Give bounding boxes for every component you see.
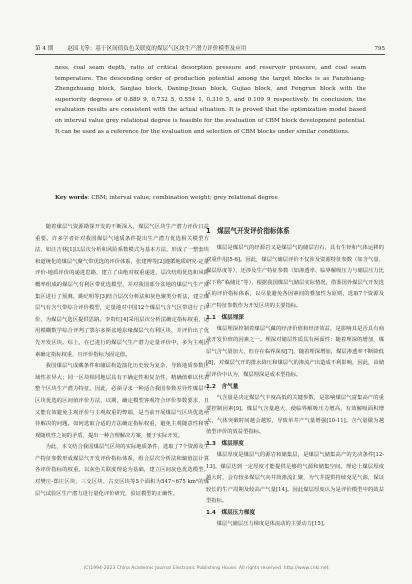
intro-paragraph-1: 随着煤层气资源勘探开发的不断深入，煤层气区块生产潜力评价日益重要。许多学者针对我国煤层气地质条件提出生产潜力优选相关模型方法，如汪吉林[1]以层次分析和风险系数模式为基本方法，形成了一整套块和道统化的煤层气聚气带优选的评价体系，张建博等[2]遵循地质研究-定量评价-地质评价的递进思路，建立了由绝对权重递进、层次结构优选和风险概率组成的煤层气有利区带优选模型，并对我国部分盆地的煤层气生产富集区进行了预测。姚纪明等[3]结合层次分析法和灰色聚类分析法，建立煤层气有含气带综合评价模型，定量地对中国12个煤层气含气区带进行了评价，为煤层气选区提供思路。李贵红[4]采用层次分析法确定指标权重，运用模糊数学综合评判了鄂尔多斯盆地东缘煤层气有利区块，并评价出了优先开发区块。综上，在已进行的煤层气生产潜力定量评价中，多为主观因素确定指标权重，且评价指标为固定值。 — [35, 224, 209, 358]
subsection-1-4-paragraph: 煤层气储层压力梯度是体流动的主要动力[15]。 — [216, 520, 329, 527]
subsection-1-4-title: 1.4 煤层压力梯度 — [206, 509, 256, 516]
subsection-1-2-title: 1.2 含气量 — [206, 383, 239, 390]
subsection-1-2-paragraph: 气含量是决定煤层气丰度高低的关键参数，是影响煤层气富集高产的重要控制因素[9]。煤层气含量越大，使临界解吸压力增高，有效解吸面积增大，气体突破时间越会越短，导致单井产气量增强[10-11]。含气量做为越值型评价的效益型指标。 — [206, 394, 384, 436]
intro-paragraph-3: 为此，本文结合我国煤层气区块的实际地质条件，选取了7个资源及生产特征参数形成煤层气开发评价指标体系，组合层次分析法和熵值法计算各评价指标的权重，以灰色关联度理论为基础，建立区间灰色优选模型。对樊庄-郑庄区块、三交区块、古交区块等5个面积为547~675 km²的煤层气试验区生产潜力进行量化评价研究，验证模型的正确性。 — [35, 444, 209, 497]
copyright-footer: (C)1994-2023 China Academic Journal Electronic Publishing House. All rights reserved. http://www.cnki.net — [83, 566, 329, 571]
page-number: 795 — [374, 46, 385, 52]
english-abstract-continued: ness, coal seam depth, ratio of critical desorption pressure and reservoir pressure, and coal seam temperature. The descending order of production potential among the target blocks is as Fanzhuang-Zhengzhuang block, Sanjiao block, Daning-Jixian block, Gujiao block, and Fengrun block with the superiority degrees of 0.889 9, 0.732 5, 0.554 1, 0.310 5, and 0.109 9 respectively. In conclusion, the evaluation results are consistent with the actual situation. It is proved that the optimization model based on interval value grey relational degree is feasible for the evaluation of CBM block development potential. It can be used as a reference for the evaluation and selection of CBM blocks under similar conditions. — [55, 65, 366, 135]
section-1-title: 1 煤层气开发评价指标体系 — [206, 227, 290, 235]
subsection-1-3-paragraph: 煤层厚度是煤层气的源岩和储集层，是煤层气储集高产的先决条件[12-13]。煤层达到一定厚度才能提供足够的气源和储集空间。理论上煤层厚度越大时，会有较多煤层气向井筒渗流汇聚，为气井提供持续充足气源，保证较长的生产周期及较高产气量[14]。因此煤层厚度认为是评价模型中的效益型指标。 — [206, 451, 384, 505]
subsection-1-3-title: 1.3 煤层厚度 — [206, 440, 244, 447]
page-header — [35, 43, 385, 55]
right-column — [206, 222, 384, 530]
keywords-colon: : — [87, 195, 92, 201]
running-title: 赵国飞等：基于区间值负色关联度的煤层气区块生产潜力评价模型及应用 — [67, 46, 247, 52]
intro-paragraph-2: 我国煤层气成藏条件和储层构造演化历史较为复杂，导致地质参数区域性差异大；同一区块相同地层具有不确定性和复杂性，精确值难以代表整个区块生产潜力特征。因此，必须寻求一种适合我国参数差异性煤层气区块优选的区间值评价方法，以期，确定模型客观符合评价参数要求，且又能有效避免主观评价与主观权重的弊端，是当前开展煤层气区块优选亟待解决的问题。如何选取合适的方法确定指标权重，避免主观随意性和客观随机性之间的矛盾，提出一种合理解决方案，便于实际开发。 — [35, 363, 209, 439]
keywords-line — [55, 193, 366, 203]
section-1-paragraph: 煤层是煤层气的经源岩又是煤层气的储层岩石，具有生烃和气体运移的双重作用[5-6]。因此，煤层气储层评价不仅涉及资源特征参数（如含气量、煤层厚度等），还涉及生产特征参数（如渗透率、临界解吸压力与储层压力比以下称“临储比”等），根据我国煤层气储层实际情况，借鉴国外煤层气开发选区的评价指标体系，以尽量避免各因素间的叠加性为原则，选取7个资源及生产特征参数作为开发区块的主要指标。 — [206, 245, 384, 309]
subsection-1-1-paragraph: 煤层埋深控制着煤层气藏的经济价值和经济效益，是影响其是否具有商业开发价值的因素之一。埋深对储层性质具有两面性：随着埋深的增加，煤层气含气量加大，但存在临界深度[7]，随着埋深增加，煤层渗透率不断降低[8]，对煤层气开的排水降压和煤层气的渗流产出造成不利影响，因此，由储层评价中认为，煤层埋深是成本型指标。 — [206, 325, 384, 378]
issue-label: 第 4 期 — [35, 46, 54, 52]
keywords-label: Key words — [55, 195, 88, 201]
keywords-text: CBM; interval value; combination weight; grey relational degree — [91, 195, 278, 201]
subsection-1-1-title: 1.1 煤层埋深 — [206, 314, 244, 321]
left-column — [35, 222, 209, 500]
